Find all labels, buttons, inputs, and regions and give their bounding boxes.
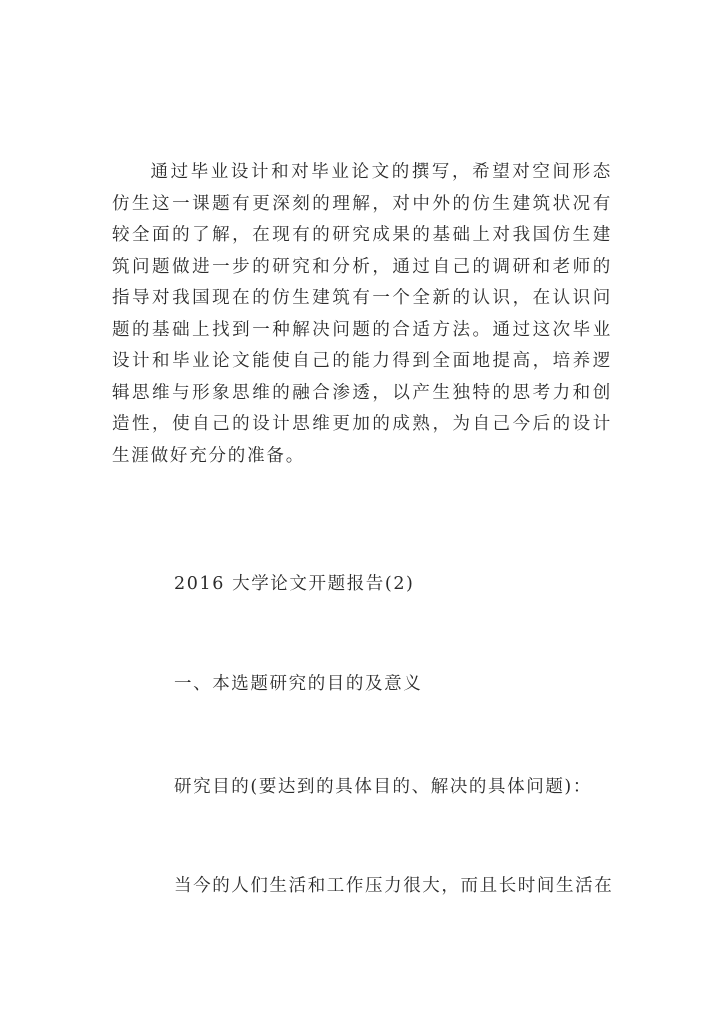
body-paragraph-start: 当今的人们生活和工作压力很大，而且长时间生活在 — [174, 876, 614, 896]
report-title: 2016 大学论文开题报告(2) — [174, 574, 415, 594]
sub-heading: 研究目的(要达到的具体目的、解决的具体问题)： — [174, 777, 592, 797]
section-heading: 一、本选题研究的目的及意义 — [174, 674, 423, 694]
body-paragraph-goals: 通过毕业设计和对毕业论文的撰写，希望对空间形态仿生这一课题有更深刻的理解，对中外的仿生建筑状况有较全面的了解，在现有的研究成果的基础上对我国仿生建筑问题做进一步的研究和分析，通过自己的调研和老师的指导对我国现在的仿生建筑有一个全新的认识，在认识问题的基础上找到一种解决问题的合适方法。通过这次毕业设计和毕业论文能使自己的能力得到全面地提高，培养逻辑思维与形象思维的融合渗透，以产生独特的思考力和创造性，使自己的设计思维更加的成熟，为自己今后的设计生涯做好充分的准备。 — [112, 162, 612, 466]
